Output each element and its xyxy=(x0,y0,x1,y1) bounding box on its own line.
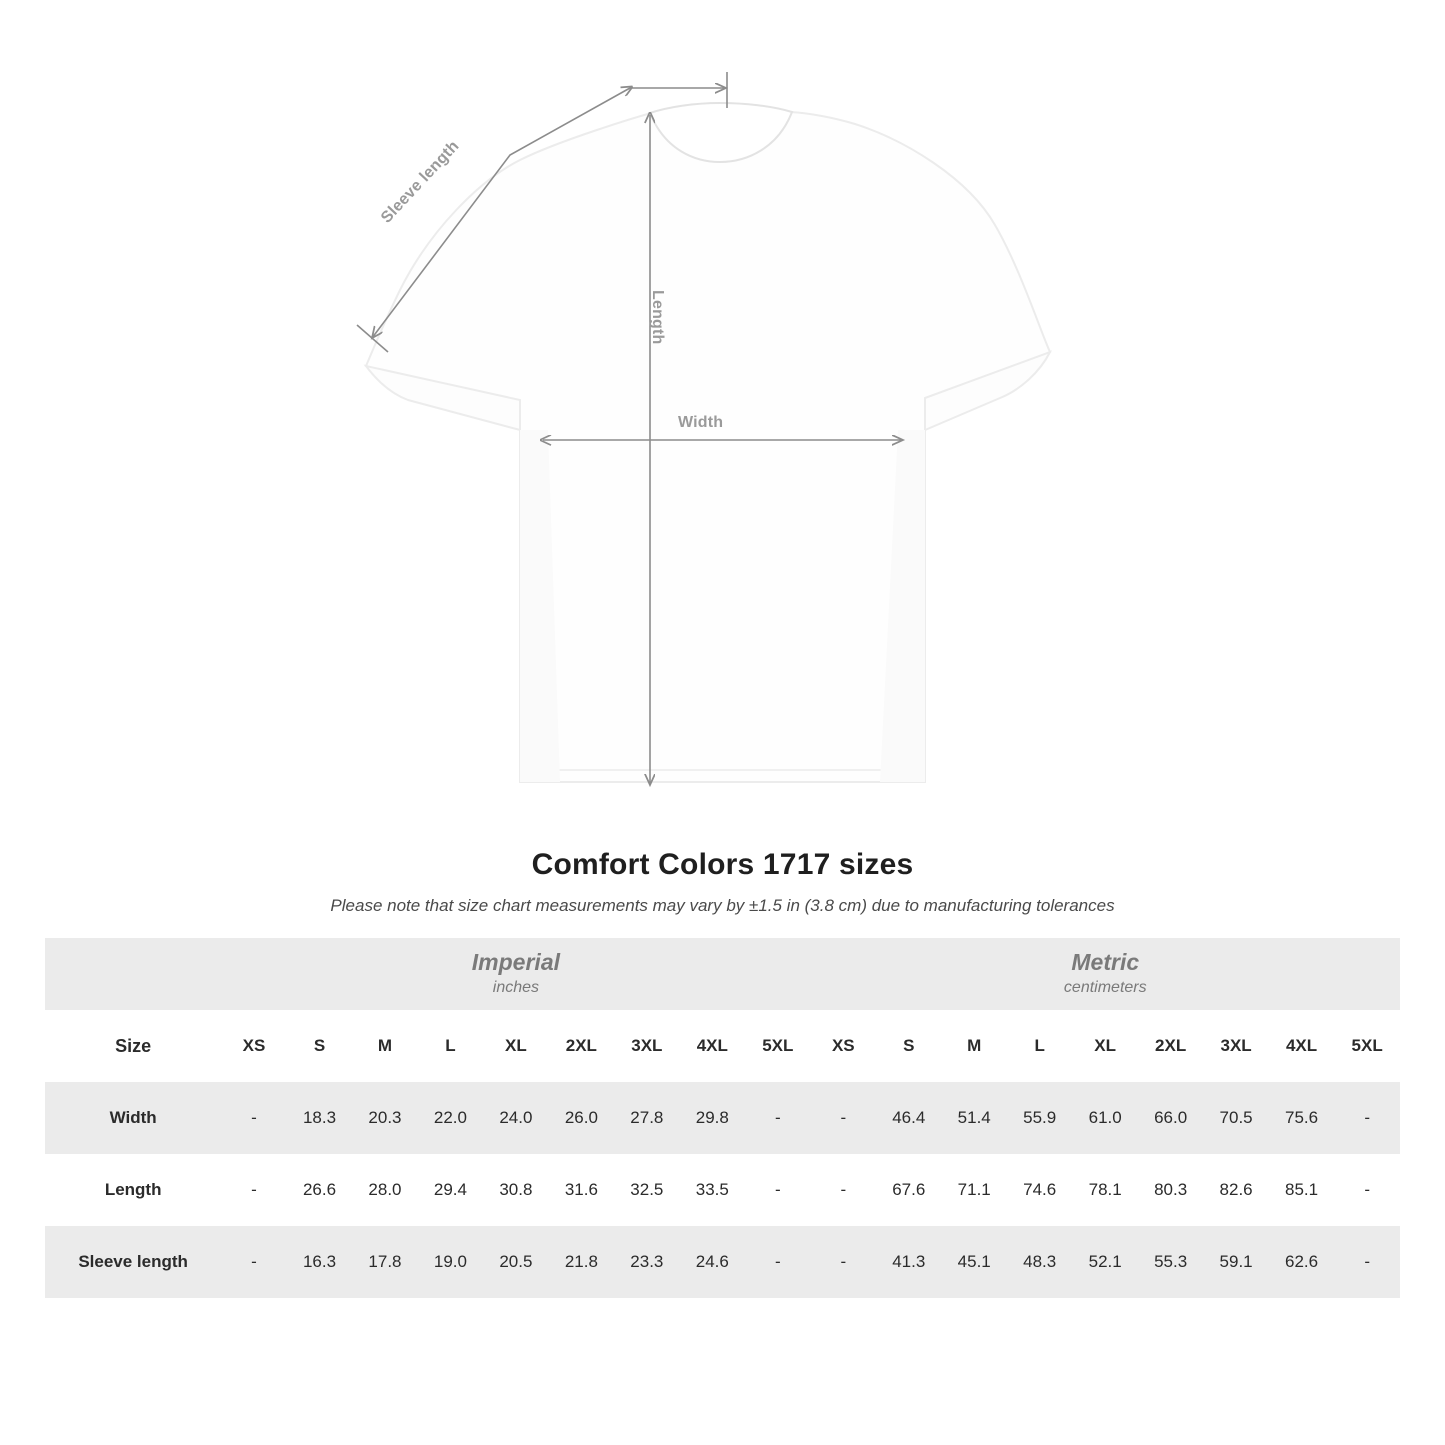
header-size-label: Size xyxy=(45,1010,221,1082)
cell-sleeve-metric-4xl: 62.6 xyxy=(1269,1226,1334,1298)
row-label-width: Width xyxy=(45,1082,221,1154)
header-metric-4xl: 4XL xyxy=(1269,1010,1334,1082)
header-imperial-s: S xyxy=(287,1010,352,1082)
unit-spacer xyxy=(45,938,221,1010)
cell-width-metric-3xl: 70.5 xyxy=(1203,1082,1268,1154)
header-metric-xs: XS xyxy=(811,1010,876,1082)
header-imperial-4xl: 4XL xyxy=(680,1010,745,1082)
cell-length-imperial-3xl: 32.5 xyxy=(614,1154,679,1226)
cell-width-metric-m: 51.4 xyxy=(941,1082,1006,1154)
cell-width-imperial-xs: - xyxy=(221,1082,286,1154)
cell-width-metric-2xl: 66.0 xyxy=(1138,1082,1203,1154)
cell-sleeve-metric-m: 45.1 xyxy=(941,1226,1006,1298)
cell-sleeve-imperial-5xl: - xyxy=(745,1226,811,1298)
header-metric-2xl: 2XL xyxy=(1138,1010,1203,1082)
table-row xyxy=(45,1082,1400,1154)
cell-length-imperial-m: 28.0 xyxy=(352,1154,417,1226)
cell-sleeve-imperial-m: 17.8 xyxy=(352,1226,417,1298)
cell-width-imperial-2xl: 26.0 xyxy=(549,1082,614,1154)
page-title: Comfort Colors 1717 sizes xyxy=(531,848,914,881)
cell-width-metric-5xl: - xyxy=(1334,1082,1400,1154)
unit-metric-sub: centimeters xyxy=(1063,979,1147,997)
cell-sleeve-imperial-xl: 20.5 xyxy=(483,1226,548,1298)
cell-width-imperial-4xl: 29.8 xyxy=(680,1082,745,1154)
cell-length-imperial-4xl: 33.5 xyxy=(680,1154,745,1226)
cell-length-imperial-5xl: - xyxy=(745,1154,811,1226)
cell-length-imperial-xs: - xyxy=(221,1154,286,1226)
cell-length-imperial-l: 29.4 xyxy=(418,1154,483,1226)
unit-metric-name: Metric xyxy=(1071,948,1140,975)
cell-sleeve-imperial-xs: - xyxy=(221,1226,286,1298)
header-imperial-5xl: 5XL xyxy=(745,1010,811,1082)
cell-length-metric-m: 71.1 xyxy=(941,1154,1006,1226)
cell-length-metric-xs: - xyxy=(811,1154,876,1226)
table-row xyxy=(45,1154,1400,1226)
header-metric-m: M xyxy=(941,1010,1006,1082)
header-imperial-xl: XL xyxy=(483,1010,548,1082)
unit-imperial-name: Imperial xyxy=(471,948,561,975)
cell-width-imperial-xl: 24.0 xyxy=(483,1082,548,1154)
cell-length-metric-5xl: - xyxy=(1334,1154,1400,1226)
header-imperial-3xl: 3XL xyxy=(614,1010,679,1082)
cell-sleeve-imperial-l: 19.0 xyxy=(418,1226,483,1298)
cell-length-metric-3xl: 82.6 xyxy=(1203,1154,1268,1226)
size-chart-table xyxy=(45,938,1400,1298)
label-sleeve-length: Sleeve length xyxy=(378,137,463,227)
header-metric-3xl: 3XL xyxy=(1203,1010,1268,1082)
cell-length-metric-2xl: 80.3 xyxy=(1138,1154,1203,1226)
cell-sleeve-metric-xl: 52.1 xyxy=(1072,1226,1137,1298)
cell-width-metric-4xl: 75.6 xyxy=(1269,1082,1334,1154)
title-block xyxy=(0,848,1445,916)
cell-sleeve-metric-l: 48.3 xyxy=(1007,1226,1072,1298)
cell-width-metric-l: 55.9 xyxy=(1007,1082,1072,1154)
size-table-wrapper xyxy=(45,938,1400,1298)
header-imperial-xs: XS xyxy=(221,1010,286,1082)
cell-sleeve-metric-3xl: 59.1 xyxy=(1203,1226,1268,1298)
cell-width-imperial-l: 22.0 xyxy=(418,1082,483,1154)
cell-sleeve-imperial-s: 16.3 xyxy=(287,1226,352,1298)
size-header-row xyxy=(45,1010,1400,1082)
label-width: Width xyxy=(678,414,724,431)
row-label-length: Length xyxy=(45,1154,221,1226)
unit-metric xyxy=(811,938,1400,1010)
cell-length-metric-xl: 78.1 xyxy=(1072,1154,1137,1226)
cell-sleeve-imperial-2xl: 21.8 xyxy=(549,1226,614,1298)
cell-sleeve-metric-2xl: 55.3 xyxy=(1138,1226,1203,1298)
header-imperial-2xl: 2XL xyxy=(549,1010,614,1082)
cell-width-imperial-s: 18.3 xyxy=(287,1082,352,1154)
cell-sleeve-metric-s: 41.3 xyxy=(876,1226,941,1298)
cell-length-imperial-2xl: 31.6 xyxy=(549,1154,614,1226)
cell-width-metric-s: 46.4 xyxy=(876,1082,941,1154)
cell-sleeve-imperial-4xl: 24.6 xyxy=(680,1226,745,1298)
tolerance-note: Please note that size chart measurements may vary by ±1.5 in (3.8 cm) due to manufacturing tolerances xyxy=(330,896,1115,915)
unit-imperial xyxy=(221,938,810,1010)
label-length: Length xyxy=(649,290,666,345)
header-metric-xl: XL xyxy=(1072,1010,1137,1082)
cell-width-imperial-3xl: 27.8 xyxy=(614,1082,679,1154)
cell-width-metric-xs: - xyxy=(811,1082,876,1154)
row-label-sleeve-length: Sleeve length xyxy=(45,1226,221,1298)
cell-sleeve-metric-5xl: - xyxy=(1334,1226,1400,1298)
cell-length-metric-l: 74.6 xyxy=(1007,1154,1072,1226)
unit-header-row xyxy=(45,938,1400,1010)
table-row xyxy=(45,1226,1400,1298)
cell-length-imperial-s: 26.6 xyxy=(287,1154,352,1226)
header-imperial-l: L xyxy=(418,1010,483,1082)
header-metric-s: S xyxy=(876,1010,941,1082)
cell-length-metric-s: 67.6 xyxy=(876,1154,941,1226)
cell-width-metric-xl: 61.0 xyxy=(1072,1082,1137,1154)
header-metric-l: L xyxy=(1007,1010,1072,1082)
cell-width-imperial-m: 20.3 xyxy=(352,1082,417,1154)
header-imperial-m: M xyxy=(352,1010,417,1082)
cell-length-imperial-xl: 30.8 xyxy=(483,1154,548,1226)
cell-sleeve-metric-xs: - xyxy=(811,1226,876,1298)
cell-sleeve-imperial-3xl: 23.3 xyxy=(614,1226,679,1298)
cell-width-imperial-5xl: - xyxy=(745,1082,811,1154)
header-metric-5xl: 5XL xyxy=(1334,1010,1400,1082)
unit-imperial-sub: inches xyxy=(492,979,540,997)
cell-length-metric-4xl: 85.1 xyxy=(1269,1154,1334,1226)
